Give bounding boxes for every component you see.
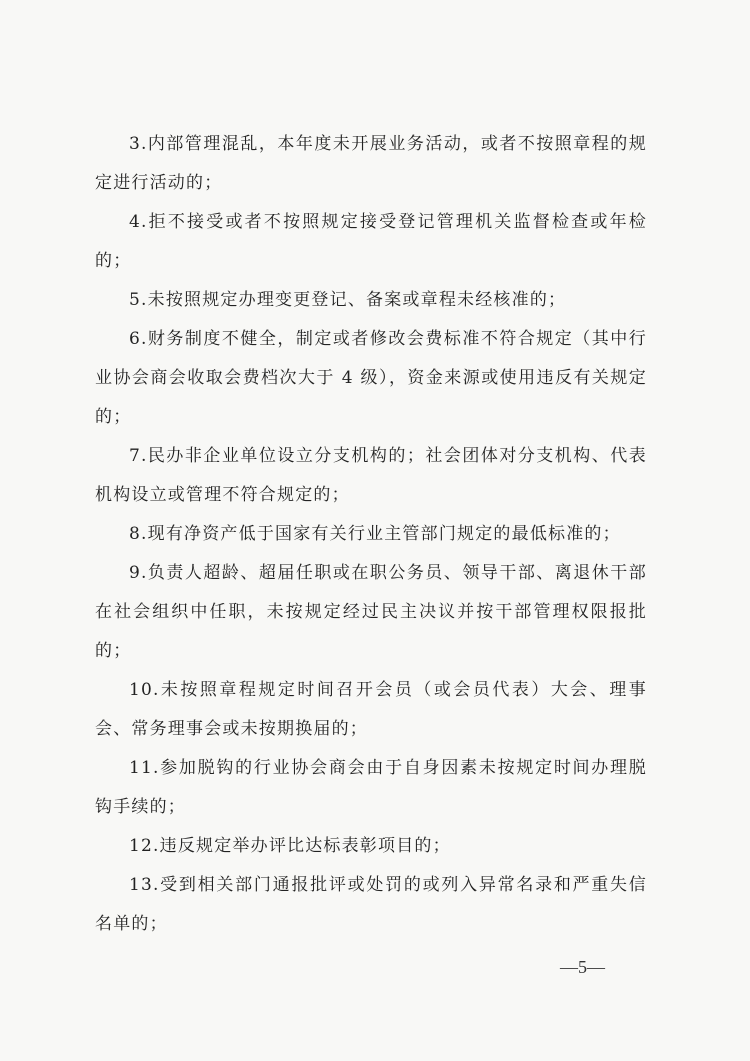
list-item: 9.负责人超龄、超届任职或在职公务员、领导干部、离退休干部在社会组织中任职，未按规定经过民主决议并按干部管理权限报批的；: [95, 563, 647, 661]
page-number: —5—: [560, 957, 605, 977]
list-item: 8.现有净资产低于国家有关行业主管部门规定的最低标准的；: [129, 524, 621, 544]
document-body: [95, 125, 647, 944]
list-item: 7.民办非企业单位设立分支机构的；社会团体对分支机构、代表机构设立或管理不符合规定的；: [95, 446, 647, 505]
list-item: 11.参加脱钩的行业协会商会由于自身因素未按规定时间办理脱钩手续的；: [95, 758, 647, 817]
list-item: 13.受到相关部门通报批评或处罚的或列入异常名录和严重失信名单的；: [95, 875, 647, 934]
list-item: 12.违反规定举办评比达标表彰项目的；: [129, 836, 451, 856]
list-item: 10.未按照章程规定时间召开会员（或会员代表）大会、理事会、常务理事会或未按期换届的；: [95, 680, 647, 739]
list-item: 6.财务制度不健全，制定或者修改会费标准不符合规定（其中行业协会商会收取会费档次大于 4 级），资金来源或使用违反有关规定的；: [95, 329, 647, 427]
list-item: 3.内部管理混乱，本年度未开展业务活动，或者不按照章程的规定进行活动的；: [95, 134, 647, 193]
list-item: 5.未按照规定办理变更登记、备案或章程未经核准的；: [129, 290, 567, 310]
list-item: 4.拒不接受或者不按照规定接受登记管理机关监督检查或年检的；: [95, 212, 647, 271]
